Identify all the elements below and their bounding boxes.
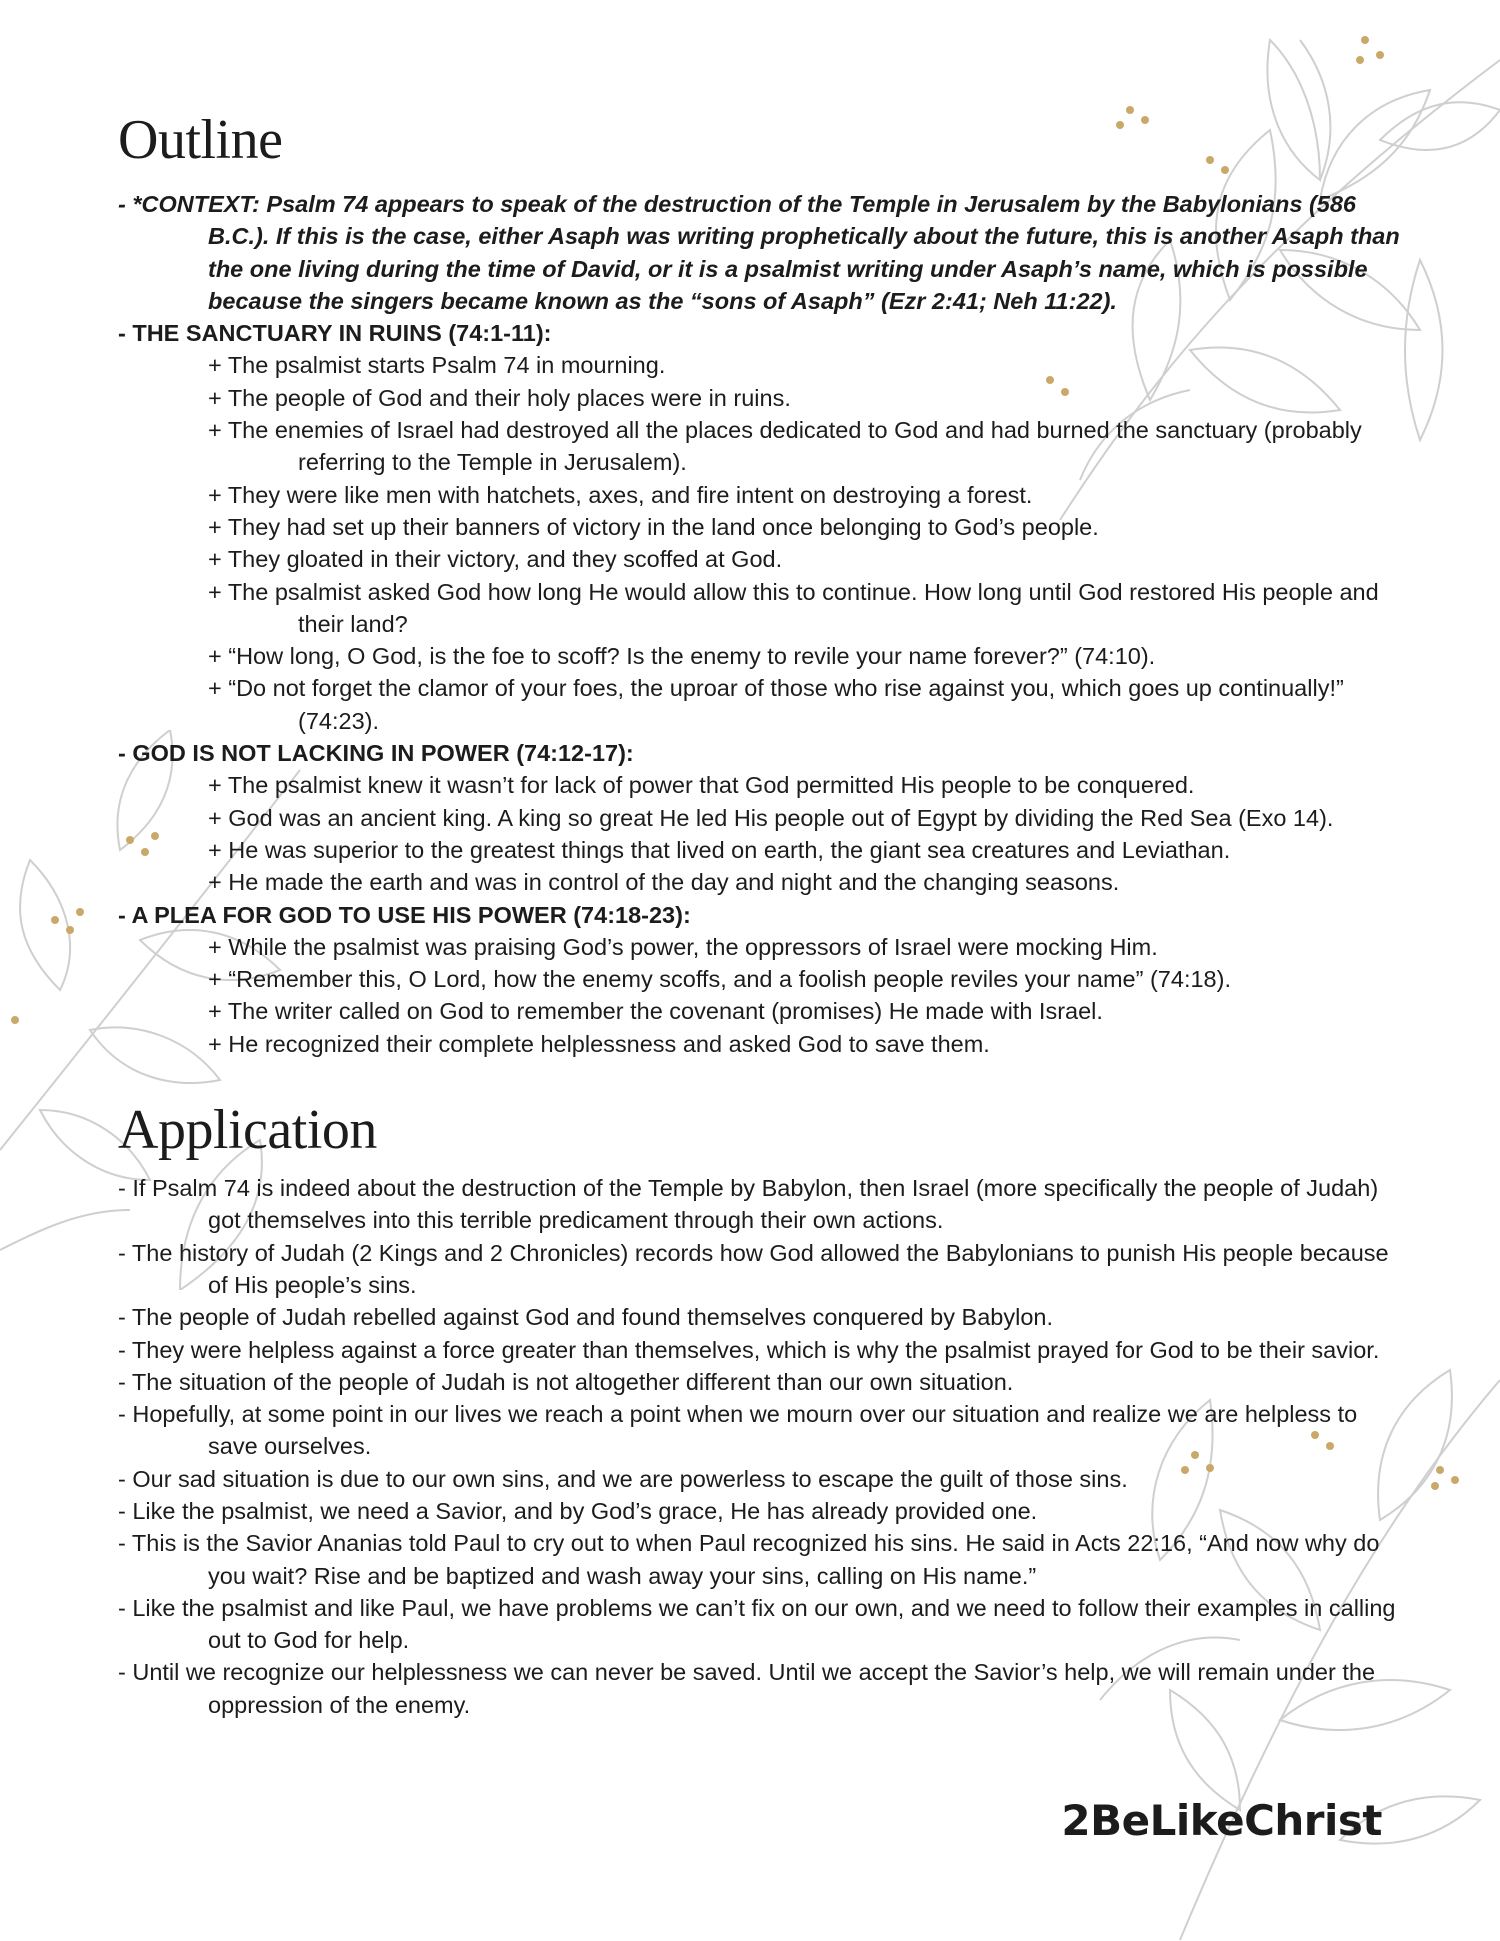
- application-point: - The situation of the people of Judah is not altogether different than our own situation.: [118, 1368, 1014, 1395]
- application-point: - Hopefully, at some point in our lives we reach a point when we mourn over our situation and realize we are helpless to save ourselves.: [118, 1401, 1358, 1460]
- outline-point: + They gloated in their victory, and they scoffed at God.: [208, 546, 783, 573]
- outline-point: + The psalmist starts Psalm 74 in mourning.: [208, 352, 666, 379]
- application-point: - Like the psalmist, we need a Savior, and by God’s grace, He has already provided one.: [118, 1497, 1038, 1524]
- outline-point: + “How long, O God, is the foe to scoff? Is the enemy to revile your name forever?” (74:10).: [208, 643, 1156, 670]
- outline-point: + The psalmist knew it wasn’t for lack of power that God permitted His people to be conquered.: [208, 772, 1195, 799]
- application-point: - The history of Judah (2 Kings and 2 Chronicles) records how God allowed the Babylonians to punish His people because of His people’s sins.: [118, 1239, 1389, 1298]
- brand-logo-text: 2BeLikeChrist: [1061, 1796, 1382, 1845]
- page-content: [118, 109, 1408, 1721]
- application-title: Application: [118, 1099, 377, 1162]
- application-point: - This is the Savior Ananias told Paul to cry out to when Paul recognized his sins. He said in Acts 22:16, “And now why do you wait? Rise and be baptized and wash away your sins, calling on His name.”: [118, 1530, 1380, 1589]
- outline-point: + God was an ancient king. A king so great He led His people out of Egypt by dividing the Red Sea (Exo 14).: [208, 804, 1334, 831]
- section-heading-power: - GOD IS NOT LACKING IN POWER (74:12-17):: [118, 740, 634, 767]
- section-heading-sanctuary: - THE SANCTUARY IN RUINS (74:1-11):: [118, 320, 552, 347]
- outline-point: + The psalmist asked God how long He would allow this to continue. How long until God restored His people and their land?: [208, 578, 1379, 637]
- outline-point: + The enemies of Israel had destroyed all the places dedicated to God and had burned the sanctuary (probably referring to the Temple in Jerusalem).: [208, 417, 1362, 476]
- outline-point: + “Do not forget the clamor of your foes, the uproar of those who rise against you, which goes up continually!” (74:23).: [208, 675, 1344, 734]
- section-heading-plea: - A PLEA FOR GOD TO USE HIS POWER (74:18-23):: [118, 901, 691, 928]
- outline-point: + They were like men with hatchets, axes, and fire intent on destroying a forest.: [208, 481, 1033, 508]
- outline-point: + While the psalmist was praising God’s power, the oppressors of Israel were mocking Him.: [208, 933, 1158, 960]
- outline-point: + The writer called on God to remember the covenant (promises) He made with Israel.: [208, 998, 1103, 1025]
- application-point: - Until we recognize our helplessness we can never be saved. Until we accept the Savior’s help, we will remain under the oppression of the enemy.: [118, 1659, 1376, 1718]
- context-note: - *CONTEXT: Psalm 74 appears to speak of the destruction of the Temple in Jerusalem by the Babylonians (586 B.C.). If this is the case, either Asaph was writing prophetically about the future, this is another Asaph than the one living during the time of David, or it is a psalmist writing under Asaph’s name, which is possible because the singers became known as the “sons of Asaph” (Ezr 2:41; Neh 11:22).: [118, 191, 1400, 314]
- outline-title: Outline: [118, 109, 283, 171]
- outline-point: + The people of God and their holy places were in ruins.: [208, 384, 791, 411]
- application-point: - They were helpless against a force greater than themselves, which is why the psalmist prayed for God to be their savior.: [118, 1336, 1380, 1363]
- application-point: - The people of Judah rebelled against God and found themselves conquered by Babylon.: [118, 1304, 1053, 1331]
- outline-point: + He was superior to the greatest things that lived on earth, the giant sea creatures and Leviathan.: [208, 836, 1231, 863]
- outline-point: + He made the earth and was in control of the day and night and the changing seasons.: [208, 869, 1120, 896]
- application-point: - Like the psalmist and like Paul, we have problems we can’t fix on our own, and we need to follow their examples in calling out to God for help.: [118, 1594, 1396, 1654]
- outline-point: + They had set up their banners of victory in the land once belonging to God’s people.: [208, 513, 1099, 540]
- outline-point: + “Remember this, O Lord, how the enemy scoffs, and a foolish people reviles your name” (74:18).: [208, 966, 1231, 993]
- application-point: - If Psalm 74 is indeed about the destruction of the Temple by Babylon, then Israel (more specifically the people of Judah) got themselves into this terrible predicament through their own actions.: [118, 1175, 1379, 1234]
- application-point: - Our sad situation is due to our own sins, and we are powerless to escape the guilt of those sins.: [118, 1465, 1128, 1492]
- outline-point: + He recognized their complete helplessness and asked God to save them.: [208, 1030, 990, 1057]
